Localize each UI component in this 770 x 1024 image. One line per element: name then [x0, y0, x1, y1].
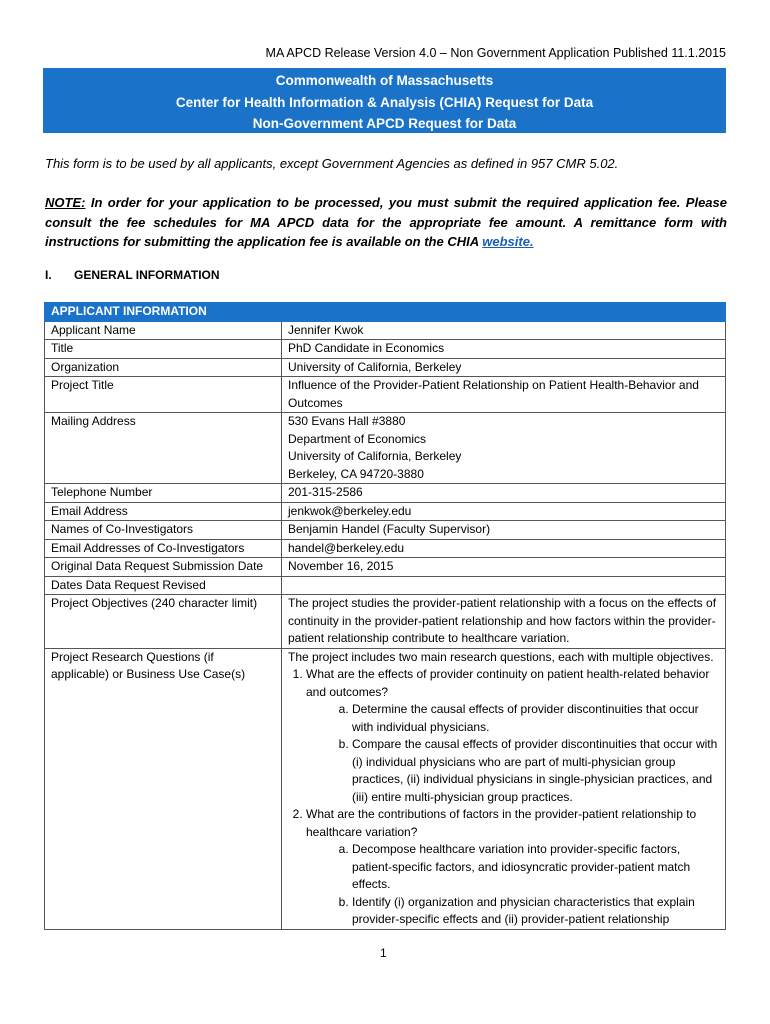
rq-intro: The project includes two main research questions, each with multiple objectives.: [288, 649, 714, 664]
note-paragraph: [45, 193, 727, 252]
table-row: [45, 377, 726, 413]
intro-text: This form is to be used by all applicants, except Government Agencies as defined in 957 CMR 5.02.: [45, 156, 619, 171]
revised-dates-value: [282, 576, 726, 595]
research-questions-value: [282, 648, 726, 929]
rq-list: [288, 666, 719, 929]
email-value: jenkwok@berkeley.edu: [282, 502, 726, 521]
table-row: [45, 340, 726, 359]
table-header: APPLICANT INFORMATION: [45, 303, 726, 322]
co-emails-value: handel@berkeley.edu: [282, 539, 726, 558]
table-row: [45, 595, 726, 649]
row-label: Mailing Address: [45, 413, 282, 484]
row-label: Names of Co-Investigators: [45, 521, 282, 540]
table-row: [45, 358, 726, 377]
table-row: [45, 558, 726, 577]
row-label: Project Title: [45, 377, 282, 413]
row-label: Applicant Name: [45, 321, 282, 340]
address-line: Berkeley, CA 94720-3880: [288, 466, 424, 481]
rq-item: [306, 666, 719, 806]
rq-subitem: b. Identify (i) organization and physician characteristics that explain provider-specific effects and (ii) provider-patient relationship: [352, 894, 719, 929]
row-label: Project Research Questions (if applicable) or Business Use Case(s): [45, 648, 282, 929]
section-heading: [45, 268, 220, 282]
rq-question: What are the effects of provider continuity on patient health-related behavior and outcomes?: [306, 667, 710, 699]
rq-subitem: b. Compare the causal effects of provider discontinuities that occur with (i) individual physicians who are part of multi-physician group practices, (ii) individual physicians in single-physician practices, and (iii) entire multi-physician group practices.: [352, 736, 719, 806]
release-line: MA APCD Release Version 4.0 – Non Government Application Published 11.1.2015: [265, 46, 726, 60]
section-number: I.: [45, 268, 52, 282]
rq-sublist: [306, 841, 719, 929]
telephone-value: 201-315-2586: [282, 484, 726, 503]
row-label: Organization: [45, 358, 282, 377]
applicant-info-table: [44, 302, 726, 930]
address-line: University of California, Berkeley: [288, 449, 462, 463]
organization-value: University of California, Berkeley: [282, 358, 726, 377]
rq-subitem: a. Determine the causal effects of provider discontinuities that occur with individual physicians.: [352, 701, 719, 736]
title-line-2: Center for Health Information & Analysis (CHIA) Request for Data: [175, 94, 594, 110]
title-value: PhD Candidate in Economics: [282, 340, 726, 359]
address-line: 530 Evans Hall #3880: [288, 414, 406, 428]
table-row: [45, 521, 726, 540]
co-investigators-value: Benjamin Handel (Faculty Supervisor): [282, 521, 726, 540]
rq-subitem: a. Decompose healthcare variation into provider-specific factors, patient-specific factors, and idiosyncratic provider-patient match effects.: [352, 841, 719, 894]
project-title-value: Influence of the Provider-Patient Relationship on Patient Health-Behavior and Outcomes: [282, 377, 726, 413]
row-label: Email Addresses of Co-Investigators: [45, 539, 282, 558]
table-row: [45, 502, 726, 521]
row-label: Email Address: [45, 502, 282, 521]
title-banner: [43, 68, 726, 133]
applicant-name-value: Jennifer Kwok: [282, 321, 726, 340]
rq-question: What are the contributions of factors in the provider-patient relationship to healthcare variation?: [306, 807, 697, 839]
row-label: Telephone Number: [45, 484, 282, 503]
title-line-1: Commonwealth of Massachusetts: [275, 73, 494, 88]
row-label: Project Objectives (240 character limit): [45, 595, 282, 649]
website-link[interactable]: website.: [482, 234, 534, 249]
table-row: [45, 576, 726, 595]
submission-date-value: November 16, 2015: [282, 558, 726, 577]
objectives-value: The project studies the provider-patient relationship with a focus on the effects of continuity in the provider-patient relationship and how factors within the provider-patient relationship contribute to healthcare variation.: [282, 595, 726, 649]
table-row: [45, 321, 726, 340]
mailing-address-value: [282, 413, 726, 484]
rq-item: [306, 806, 719, 929]
table-row: [45, 484, 726, 503]
note-text: In order for your application to be processed, you must submit the required application fee. Please consult the fee schedules for MA APCD data for the appropriate fee amount. A remittance form with instructions for submitting the application fee is available on the CHIA: [45, 195, 727, 249]
table-row: [45, 539, 726, 558]
row-label: Original Data Request Submission Date: [45, 558, 282, 577]
rq-sublist: [306, 701, 719, 806]
title-line-3: Non-Government APCD Request for Data: [252, 116, 517, 131]
table-row: [45, 413, 726, 484]
row-label: Dates Data Request Revised: [45, 576, 282, 595]
section-title: GENERAL INFORMATION: [74, 268, 220, 282]
note-label: NOTE:: [45, 195, 86, 210]
address-line: Department of Economics: [288, 431, 427, 446]
table-row: [45, 648, 726, 929]
row-label: Title: [45, 340, 282, 359]
page-number: 1: [380, 946, 387, 960]
